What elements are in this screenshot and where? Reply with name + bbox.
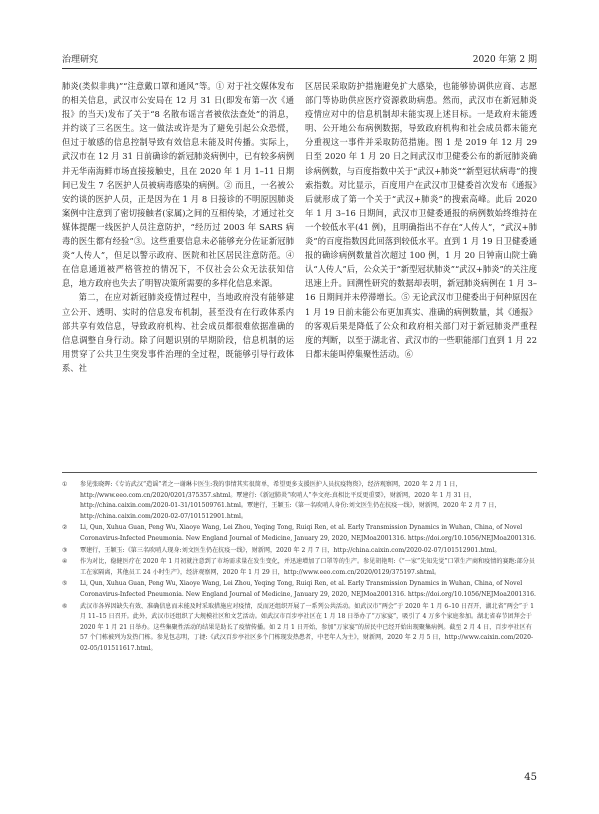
footnote-number: ③ — [62, 546, 68, 554]
footnote — [62, 480, 537, 522]
paragraph: 区居民采取防护措施避免扩大感染，也能够协调供应商、志愿部门等协助供应医疗资源救助病患。然而，武汉市在新冠肺炎疫情应对中的信息机制却未能实现上述目标。一是政府未能透明、公开地公布病例数据，导致政府机构和社会成员都未能充分重视这一事件并采取防范措施。图 1 是 2019 年 12 月 29 日至 2020 年 1 月 20 日之间武汉市卫健委公布的新冠肺炎确诊病例数，与百度指数中关于“武汉+肺炎”“新型冠状病毒”的搜索指数。对比显示，百度用户在武汉市卫健委首次发布《通报》后就形成了第一个关于“武汉+肺炎”的搜索高峰。此后 2020 年 1 月 3–16 日期间，武汉市卫健委通报的病例数始终维持在一个较低水平(41 例)，且明确指出不存在“人传人”，“武汉+肺炎”的百度指数因此回落到较低水平。直到 1 月 19 日卫健委通报的确诊病例数量首次超过 100 例，1 月 20 日钟南山院士确认“人传人”后，公众关于“新型冠状肺炎”“武汉+肺炎”的关注度迅速上升。回溯性研究的数据却表明，新冠肺炎病例在 1 月 3–16 日期间并未停滞增长。⑤ 无论武汉市卫健委出于何种原因在 1 月 19 日前未能公布更加真实、准确的病例数量，其《通报》的客观后果是降低了公众和政府相关部门对于新冠肺炎严重程度的判断，以至于湖北省、武汉市的一些职能部门直到 1 月 22 日都未能叫停集聚性活动。⑥ — [305, 81, 537, 359]
footnote-number: ⑥ — [62, 602, 68, 610]
page-number: 45 — [524, 772, 537, 783]
footnote-text: Li, Qun, Xuhua Guan, Peng Wu, Xiaoye Wang, Lei Zhou, Yeqing Tong, Ruiqi Ren, et al. Early Transmission Dynamics in Wuhan, China, of Novel Coronavirus-Infected Pneumonia. New England Journal of Medicine, January 29, 2020, NEJMoa2001316. https://doi.org/10.1056/NEJMoa2001316. — [80, 524, 536, 542]
footnote-text: Li, Qun, Xuhua Guan, Peng Wu, Xiaoye Wang, Lei Zhou, Yeqing Tong, Ruiqi Ren, et al. Early Transmission Dynamics in Wuhan, China, of Novel Coronavirus-Infected Pneumonia. New England Journal of Medicine, January 29, 2020, NEJMoa2001316. https://doi.org/10.1056/NEJMoa2001316. — [80, 580, 536, 598]
header-rule — [62, 68, 537, 69]
footnote-number: ② — [62, 524, 68, 532]
footnote-text: 武汉市各界因缺失有效、准确信息而未能及时采取措施应对疫情，反而还组织开展了一系列公共活动。如武汉市“两会”于 2020 年 1 月 6–10 日召开，湖北省“两会”于 1 月 11–15 日召开。此外，武汉市还组织了大规模社区和文艺活动。如武汉市百步亭社区在 1 月 18 日举办了“万家宴”，吸引了 4 万多个家庭参加。湖北省春节团拜会于 2020 年 1 月 21 日举办。这些集聚性活动的结果是助长了疫情传播。如 2 月 1 日开始，参加“万家宴”的居民中已经开始出现聚集病例。截至 2 月 4 日，百步亭社区有 57 个门栋被列为发热门栋。参见包志明，丁捷:《武汉百步亭社区多个门栋现发热患者，中老年人为主》，财新网，2020 年 2 月 5 日，http://www.caixin.com/2020-02-05/101511617.html。 — [80, 602, 534, 652]
footnote — [62, 546, 537, 557]
footnotes — [62, 480, 537, 760]
footnote-text: 作为对比，稳健医疗在 2020 年 1 月初就注意到了市场需求量在发生变化，并迅速增加了口罩等的生产。参见胡艳明:《“一家”先知先觉”口罩生产商和疫情的赛跑:部分员工在家隔离，其他员工 24 小时生产》，经济观察网，2020 年 1 月 29 日，http://www.eeo.com.cn/2020/0129/375197.shtml。 — [80, 558, 535, 576]
footnote — [62, 557, 537, 578]
footnote-text: 参见张晓晖:《专访武汉“造谣”者之一谢琳卡医生:我的事情其实很简单，希望更多支援医护人员抗疫物资》，经济观察网，2020 年 2 月 1 日，http://www.eeo.com.cn/2020/0201/375357.shtml。覃建行:《新冠肺炎“吹哨人”李文亮:真相比平反更重要》，财新网，2020 年 1 月 31 日，http://china.caixin.com/2020-01-31/101509761.html。覃建行，王颖玉:《第一名吹哨人身份:刘文医生仍在抗疫一线》，财新网，2020 年 2 月 7 日，http://china.caixin.com/2020-02-07/101512901.html。 — [80, 481, 501, 520]
footnote — [62, 602, 537, 655]
footnote-text: 覃建行，王颖玉:《第三名吹哨人现身:刘文医生仍在抗疫一线》，财新网，2020 年 2 月 7 日，http://china.caixin.com/2020-02-07/101512901.html。 — [80, 546, 501, 554]
footnote — [62, 523, 537, 544]
paragraph: 第二，在应对新冠肺炎疫情过程中，当地政府没有能够建立公开、透明、实时的信息发布机制，甚至没有在行政体系内部共享有效信息，导致政府机构、社会成员都很难依据准确的信息调整自身行动。除了问题识别的早期阶段，信息机制的运用贯穿了公共卫生突发事件治理的全过程，既能够引导行政体系、社 — [62, 292, 294, 373]
footnote-number: ⑤ — [62, 580, 68, 588]
paragraph: 肺炎(类似非典)”“注意戴口罩和通风”等。① 对于社交媒体发布的相关信息，武汉市公安局在 12 月 31 日(即发布第一次《通报》的当天)发布了关于“8 名散布谣言者被依法查处”的消息，并约谈了三名医生。这一做法或许是为了避免引起公众恐慌，但过于敏感的信息控制导致有效信息未能及时传播。实际上，武汉市在 12 月 31 日前确诊的新冠肺炎病例中，已有较多病例并无华南海鲜市场直接接触史，且在 2020 年 1 月 1–11 日期间已发生 7 名医护人员被病毒感染的病例。② 而且，一名被公安约谈的医护人员，正是因为在 1 月 8 日接诊的不明原因肺炎案例中注意到了密切接触者(家属)之间的互相传染，才通过社交媒体提醒一线医护人员注意防护，“经历过 2003 年 SARS 病毒的医生都有经验”③。这些重要信息未必能够充分佐证新冠肺炎“人传人”，但足以警示政府、医院和社区居民注意防范。④ 在信息通道被严格管控的情况下，不仅社会公众无法获知信息，地方政府也失去了明智决策所需要的多样化信息来源。 — [62, 81, 294, 289]
left-column — [62, 79, 294, 459]
issue-label: 2020 年第 2 期 — [472, 55, 537, 65]
journal-name: 治理研究 — [62, 55, 99, 65]
footnote-number: ① — [62, 481, 68, 488]
right-column — [305, 79, 537, 459]
footnote-number: ④ — [62, 558, 68, 566]
running-header — [62, 52, 537, 66]
footnote — [62, 579, 537, 600]
footnote-rule — [62, 472, 537, 473]
